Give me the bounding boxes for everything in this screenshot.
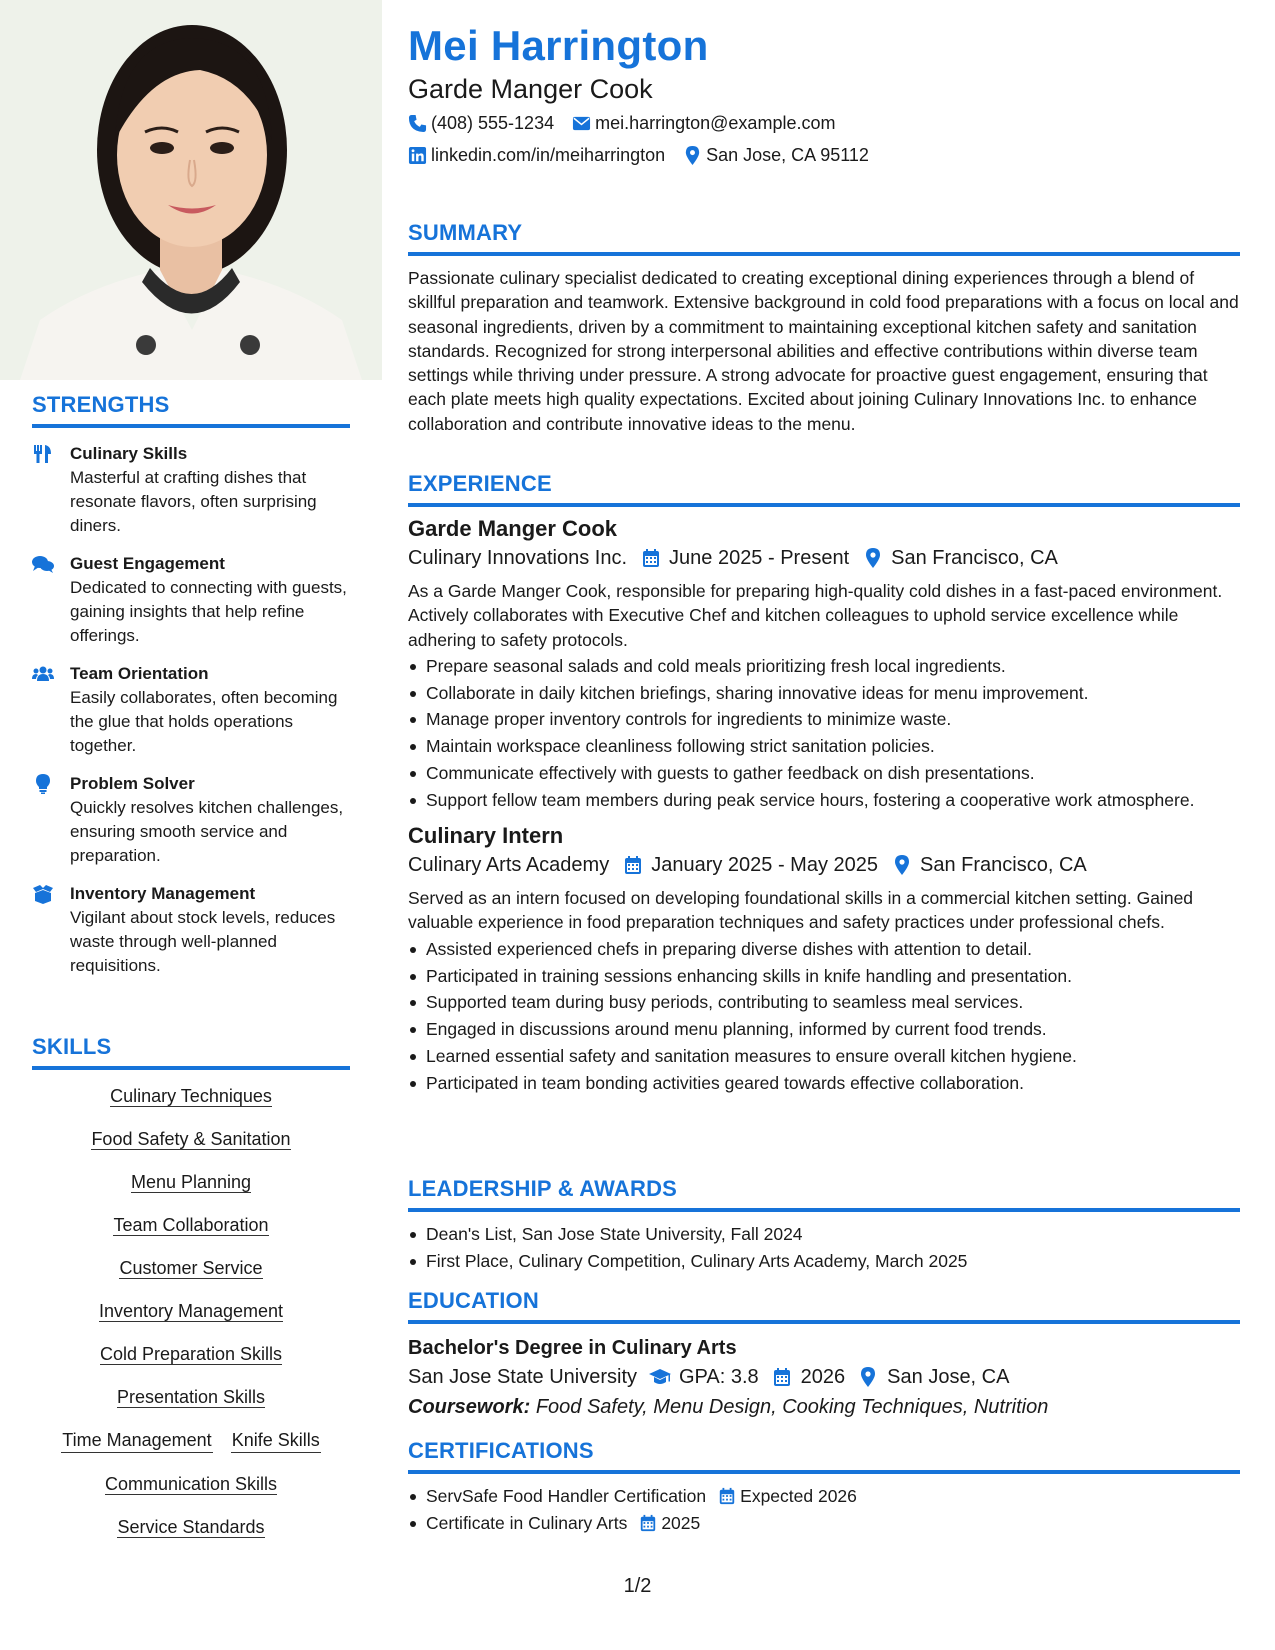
list-item [408,1484,1240,1508]
email-contact[interactable] [572,113,835,134]
skill-tag: Culinary Techniques [110,1086,272,1106]
skills-list [32,1084,350,1539]
strength-item [32,772,350,868]
cert-name: Certificate in Culinary Arts [426,1512,628,1533]
list-item: Communicate effectively with guests to gather feedback on dish presentations. [408,761,1240,785]
list-item: Collaborate in daily kitchen briefings, sharing innovative ideas for menu improvement. [408,681,1240,705]
map-marker-icon [892,855,912,875]
coursework [408,1392,1240,1422]
job-meta [408,850,1240,880]
utensils-icon [32,442,70,538]
calendar-icon [623,855,643,875]
certifications-list [408,1484,1240,1535]
job-company: Culinary Innovations Inc. [408,547,628,569]
skill-tag: Cold Preparation Skills [99,1344,283,1364]
list-item: Supported team during busy periods, contributing to seamless meal services. [408,990,1240,1014]
experience-section [408,471,1240,1098]
job-dates: January 2025 - May 2025 [651,854,879,877]
job-description: Served as an intern focused on developing foundational skills in a commercial kitchen setting. Gained valuable experience in food preparation techniques and safety practices under professional chefs. [408,888,1194,933]
experience-heading: EXPERIENCE [408,471,1240,507]
graduation-year: 2026 [800,1366,846,1388]
list-item: Dean's List, San Jose State University, Fall 2024 [408,1222,1240,1246]
calendar-icon [639,1514,657,1532]
list-item: Assisted experienced chefs in preparing diverse dishes with attention to detail. [408,937,1240,961]
strength-desc: Easily collaborates, often becoming the glue that holds operations together. [70,688,338,755]
skill-tag: Knife Skills [231,1428,321,1453]
skill-tag: Customer Service [119,1258,263,1278]
strengths-heading: STRENGTHS [32,392,350,428]
phone-contact[interactable] [408,113,554,134]
education-meta [408,1362,1240,1392]
school-location: San Jose, CA [887,1366,1010,1388]
job-title: Culinary Intern [408,823,564,849]
awards-heading: LEADERSHIP & AWARDS [408,1176,1240,1212]
map-marker-icon [863,548,883,568]
linkedin-text: linkedin.com/in/meiharrington [431,145,666,165]
calendar-icon [718,1487,736,1505]
strength-item [32,552,350,648]
certifications-heading: CERTIFICATIONS [408,1438,1240,1474]
skill-tag: Inventory Management [98,1301,284,1321]
map-marker-icon [683,146,702,165]
list-item: Learned essential safety and sanitation measures to ensure overall kitchen hygiene. [408,1044,1240,1068]
strength-name: Inventory Management [70,884,256,903]
job-location: San Francisco, CA [920,854,1087,877]
summary-text: Passionate culinary specialist dedicated to creating exceptional dining experiences through a blend of skillful preparation and teamwork. Extensive background in cold food preparations with a focus on local and seasonal ingredients, driven by a commitment to maintaining exceptional kitchen safety and sanitation standards. Recognized for strong interpersonal abilities and effective contributions within diverse team settings while thriving under pressure. A strong advocate for proactive guest engagement, ensuring that each plate meets high quality expectations. Excited about joining Culinary Innovations Inc. to enhance collaboration and contribute innovative ideas to the menu. [408,268,1239,434]
skill-tag: Team Collaboration [113,1215,269,1235]
summary-section [408,220,1240,436]
users-icon [32,662,70,758]
contact-row-2 [408,145,887,166]
certifications-section [408,1438,1240,1538]
candidate-role: Garde Manger Cook [408,74,653,104]
list-item: Prepare seasonal salads and cold meals prioritizing fresh local ingredients. [408,654,1240,678]
phone-icon [408,114,427,133]
skills-heading: SKILLS [32,1034,350,1070]
list-item: Participated in training sessions enhancing skills in knife handling and presentation. [408,964,1240,988]
strength-name: Guest Engagement [70,554,225,573]
cert-date: 2025 [661,1512,701,1533]
job-location: San Francisco, CA [891,547,1058,569]
job-description: As a Garde Manger Cook, responsible for preparing high-quality cold dishes in a fast-paced environment. Actively collaborates with Executive Chef and kitchen colleagues to uphold service excellence while adhering to safety protocols. [408,581,1223,650]
box-open-icon [32,882,70,978]
list-item: Support fellow team members during peak service hours, fostering a cooperative work atmosphere. [408,788,1240,812]
job-meta [408,543,1240,573]
job-dates: June 2025 - Present [669,547,850,569]
location-contact [683,145,869,166]
email-text: mei.harrington@example.com [595,113,836,133]
strength-name: Culinary Skills [70,444,188,463]
skill-tag: Communication Skills [104,1474,278,1494]
strength-desc: Dedicated to connecting with guests, gaining insights that help refine offerings. [70,578,347,645]
envelope-icon [572,114,591,133]
job-entry [408,515,1240,812]
list-item: Engaged in discussions around menu planning, informed by current food trends. [408,1017,1240,1041]
skill-tag: Presentation Skills [116,1387,266,1407]
education-heading: EDUCATION [408,1288,1240,1324]
comments-icon [32,552,70,648]
summary-heading: SUMMARY [408,220,1240,256]
awards-list [408,1222,1240,1273]
graduation-cap-icon [649,1367,671,1387]
location-text: San Jose, CA 95112 [706,145,869,165]
calendar-icon [771,1367,793,1387]
map-marker-icon [857,1367,879,1387]
strength-item [32,882,350,978]
strength-desc: Quickly resolves kitchen challenges, ensuring smooth service and preparation. [70,798,344,865]
job-company: Culinary Arts Academy [408,854,610,877]
phone-text: (408) 555-1234 [431,113,555,133]
list-item: First Place, Culinary Competition, Culinary Arts Academy, March 2025 [408,1249,1240,1273]
strengths-section [32,392,350,978]
cert-date: Expected 2026 [740,1486,857,1506]
skill-tag: Time Management [61,1428,212,1453]
strength-name: Team Orientation [70,664,209,683]
skill-tag: Service Standards [117,1517,265,1537]
linkedin-icon [408,146,427,165]
cert-name: ServSafe Food Handler Certification [426,1486,707,1506]
job-title: Garde Manger Cook [408,516,618,541]
job-bullets [408,937,1240,1095]
job-bullets [408,654,1240,812]
skill-tag: Food Safety & Sanitation [91,1129,291,1149]
coursework-text: Food Safety, Menu Design, Cooking Techniques, Nutrition [535,1396,1049,1418]
profile-photo [0,0,382,380]
lightbulb-icon [32,772,70,868]
strength-item [32,442,350,538]
strength-item [32,662,350,758]
gpa-text: GPA: 3.8 [679,1366,759,1388]
education-section [408,1288,1240,1422]
skills-section [32,1034,350,1539]
strength-name: Problem Solver [70,774,195,793]
candidate-name: Mei Harrington [408,22,709,69]
list-item: Manage proper inventory controls for ingredients to minimize waste. [408,707,1240,731]
coursework-label: Coursework: [408,1396,531,1418]
degree-title: Bachelor's Degree in Culinary Arts [408,1337,737,1359]
list-item: Maintain workspace cleanliness following strict sanitation policies. [408,734,1240,758]
list-item [408,1511,1240,1535]
awards-section [408,1176,1240,1276]
contact-row-1 [408,113,853,134]
strength-desc: Masterful at crafting dishes that resonate flavors, often surprising diners. [70,468,317,535]
linkedin-contact[interactable] [408,145,665,166]
strength-desc: Vigilant about stock levels, reduces waste through well-planned requisitions. [70,908,336,975]
skill-tag: Menu Planning [130,1172,252,1192]
sidebar [0,0,382,1650]
list-item: Participated in team bonding activities geared towards effective collaboration. [408,1071,1240,1095]
page-number: 1/2 [623,1575,652,1597]
school-name: San Jose State University [408,1366,637,1388]
calendar-icon [641,548,661,568]
job-entry [408,822,1240,1095]
